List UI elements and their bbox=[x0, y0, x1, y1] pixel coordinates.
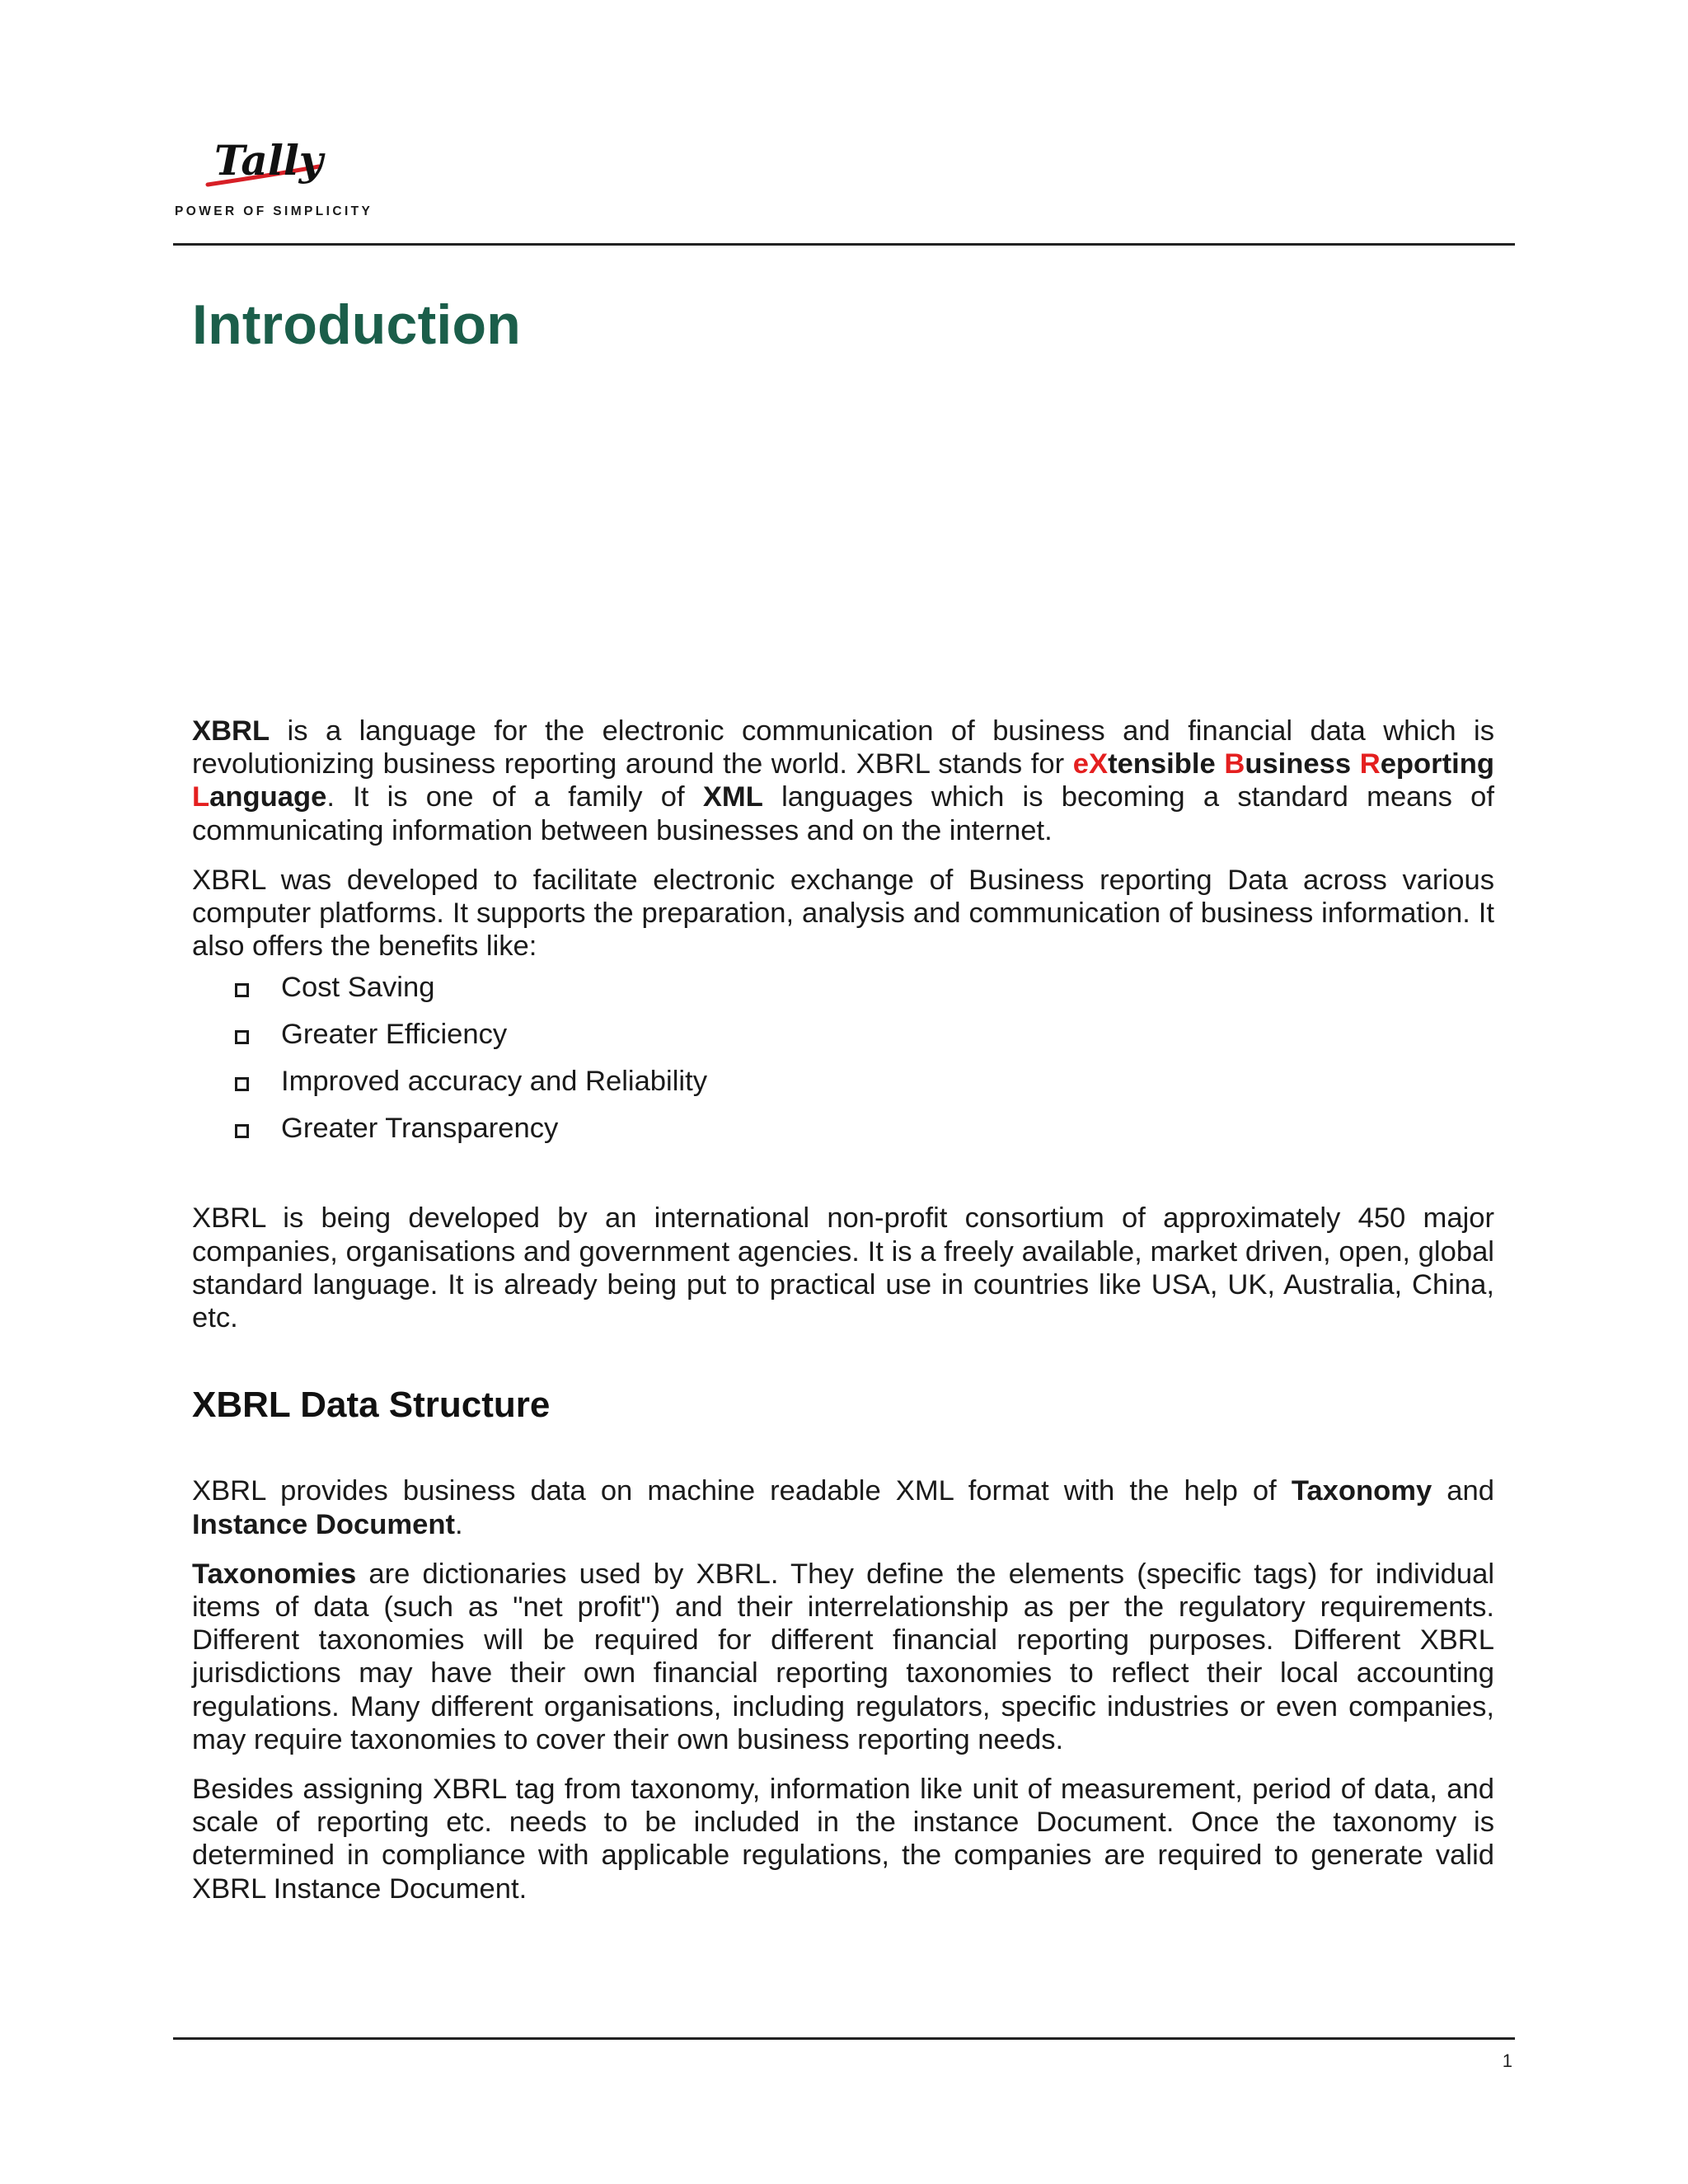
section-heading-data-structure: XBRL Data Structure bbox=[192, 1385, 551, 1426]
list-item: Greater Efficiency bbox=[192, 1018, 1494, 1065]
page-number: 1 bbox=[1502, 2050, 1512, 2071]
square-bullet-icon bbox=[235, 1124, 249, 1138]
tally-tagline: POWER OF SIMPLICITY bbox=[175, 204, 373, 218]
intro-paragraph-1: XBRL is a language for the electronic communication of business and financial data which is revolutionizing business reporting around the world. XBRL stands for eXtensible Business Reporting Language. It is one of a family of XML languages which is becoming a standard means of communicating information between businesses and on the internet. bbox=[192, 715, 1494, 846]
square-bullet-icon bbox=[235, 1030, 249, 1044]
data-structure-paragraph-2: Taxonomies are dictionaries used by XBRL. They define the elements (specific tags) for individual items of data (such as "net profit") and their interrelationship as per the regulatory requirements. Different taxonomies will be required for different financial reporting purposes. Different XBRL jurisdictions may have their own financial reporting taxonomies to reflect their local accounting regulations. Many different organisations, including regulators, specific industries or even companies, may require taxonomies to cover their own business reporting needs. bbox=[192, 1558, 1494, 1755]
list-item: Greater Transparency bbox=[192, 1112, 1494, 1159]
footer-rule bbox=[173, 2037, 1515, 2040]
list-item: Improved accuracy and Reliability bbox=[192, 1065, 1494, 1112]
benefits-list bbox=[192, 971, 1494, 1159]
tally-logo bbox=[175, 134, 373, 224]
chapter-title: Introduction bbox=[192, 293, 521, 356]
square-bullet-icon bbox=[235, 1077, 249, 1091]
xml-term: XML bbox=[702, 781, 763, 813]
square-bullet-icon bbox=[235, 983, 249, 997]
page-content bbox=[192, 715, 1494, 1922]
tally-logo-wordmark: Tally bbox=[214, 136, 323, 185]
data-structure-paragraph-1: XBRL provides business data on machine readable XML format with the help of Taxonomy and Instance Document. bbox=[192, 1475, 1494, 1540]
intro-paragraph-2: XBRL was developed to facilitate electronic exchange of Business reporting Data across various computer platforms. It supports the preparation, analysis and communication of business information. It also offers the benefits like: bbox=[192, 864, 1494, 963]
tally-logo-mark bbox=[175, 134, 340, 199]
xbrl-expansion: eXtensible Business Reporting Language bbox=[192, 748, 1494, 813]
intro-paragraph-3: XBRL is being developed by an international non-profit consortium of approximately 450 major companies, organisations and government agencies. It is a freely available, market driven, open, global standard language. It is already being put to practical use in countries like USA, UK, Australia, China, etc. bbox=[192, 1202, 1494, 1334]
list-item: Cost Saving bbox=[192, 971, 1494, 1018]
data-structure-paragraph-3: Besides assigning XBRL tag from taxonomy, information like unit of measurement, period of data, and scale of reporting etc. needs to be included in the instance Document. Once the taxonomy is determined in compliance with applicable regulations, the companies are required to generate valid XBRL Instance Document. bbox=[192, 1774, 1494, 1905]
header-rule bbox=[173, 243, 1515, 246]
xbrl-term: XBRL bbox=[192, 715, 270, 747]
